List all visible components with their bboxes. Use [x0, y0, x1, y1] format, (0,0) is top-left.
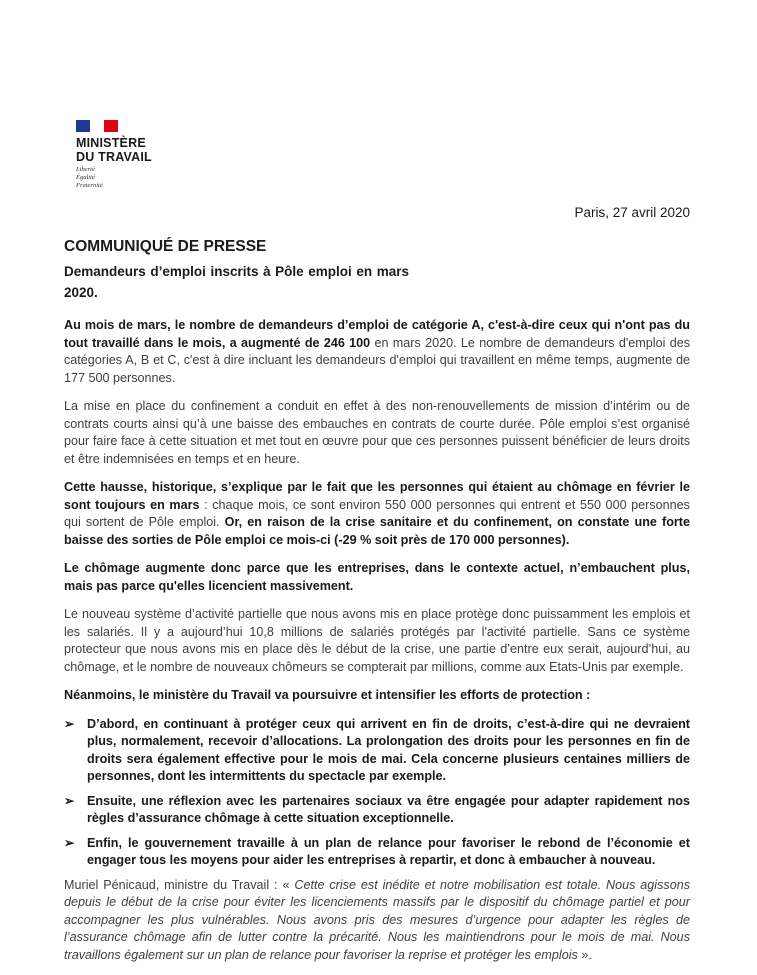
list-item-text: Ensuite, une réflexion avec les partenaires sociaux va être engagée pour adapter rapidement nos règles d’assurance chômage à cette situation exceptionnelle.	[87, 793, 690, 825]
paragraph-5: Le nouveau système d’activité partielle que nous avons mis en place protège donc puissamment les emplois et les salariés. Il y a aujourd’hui 10,8 millions de salariés protégés par l'activité partielle. Sans ce système protecteur que nous avons mis en place dès le début de la crise, une partie d’entre eux serait, aujourd’hui, au chômage, et le nombre de nouveaux chômeurs se compterait par millions, comme aux Etats-Unis par exemple.	[64, 607, 690, 674]
list-item-text: D’abord, en continuant à protéger ceux qui arrivent en fin de droits, c’est-à-dire qui ne devraient plus, normalement, recevoir d’allocations. La prolongation des droits pour les personnes en fin de droits sera également effective pour le mois de mai. Cela concerne plusieurs centaines milliers de personnes, dont les intermittents du spectacle par exemple.	[87, 716, 690, 783]
list-item	[64, 716, 690, 786]
paragraph-3	[64, 479, 690, 549]
ministry-name-line1: MINISTÈRE	[76, 136, 146, 150]
document-date: Paris, 27 avril 2020	[574, 205, 690, 220]
arrow-bullet-icon: ➢	[64, 835, 75, 850]
measures-intro: Néanmoins, le ministère du Travail va poursuivre et intensifier les efforts de protection :	[64, 688, 591, 702]
ministry-name-line2: DU TRAVAIL	[76, 150, 152, 164]
paragraph-1	[64, 317, 690, 387]
list-item-text: Enfin, le gouvernement travaille à un plan de relance pour favoriser le rebond de l’économie et engager tous les moyens pour aider les entreprises à repartir, et donc à embaucher à nouveau.	[87, 835, 690, 867]
minister-quote	[64, 877, 690, 965]
paragraph-4-bold: Le chômage augmente donc parce que les entreprises, dans le contexte actuel, n’embauchent plus, mais pas parce qu'elles licencient massivement.	[64, 561, 690, 593]
document-title: COMMUNIQUÉ DE PRESSE	[64, 238, 267, 255]
paragraph-3-text: : chaque mois, ce sont environ 550 000 personnes qui entrent et 550 000 personnes qui sortent de Pôle emploi.	[64, 497, 690, 529]
republic-motto	[76, 166, 186, 190]
paragraph-4	[64, 560, 690, 595]
paragraph-3-bold-1: Cette hausse, historique, s’explique par le fait que les personnes qui étaient au chômage en février le sont toujours en mars	[64, 480, 690, 512]
ministry-logo	[76, 120, 186, 190]
list-item	[64, 793, 690, 828]
quote-text: Cette crise est inédite et notre mobilisation est totale. Nous agissons depuis le début de la crise pour éviter les licenciements massifs par le dispositif du chômage partiel et pour accompagner les plus vulnérables. Nous avons pris des mesures d’urgence pour adapter les règles de l’assurance chômage afin de lutter contre la précarité. Nous les maintiendrons pour le mois de mai. Nous travaillons également sur un plan de relance pour favoriser la reprise et protéger les emplois	[64, 877, 691, 962]
measures-list	[64, 716, 690, 870]
document-subtitle: Demandeurs d’emploi inscrits à Pôle emploi en mars 2020.	[64, 264, 409, 300]
list-item	[64, 835, 690, 870]
quote-end: ».	[577, 947, 592, 962]
marianne-flag-icon	[76, 120, 118, 132]
quote-speaker: Muriel Pénicaud, ministre du Travail : «	[64, 877, 295, 892]
paragraph-1-text: en mars 2020. Le nombre de demandeurs d'emploi des catégories A, B et C, c'est à dire incluant les demandeurs d'emploi qui travaillent en même temps, augmente de 177 500 personnes.	[64, 335, 690, 385]
paragraph-2: La mise en place du confinement a conduit en effet à des non-renouvellements de mission d’intérim ou de contrats courts ainsi qu’à une baisse des embauches en contrats de courte durée. Pôle emploi s’est organisé pour faire face à cette situation et met tout en œuvre pour que ces personnes puissent bénéficier de leurs droits et être indemnisées en temps et en heure.	[64, 399, 690, 466]
paragraph-1-bold: Au mois de mars, le nombre de demandeurs d’emploi de catégorie A, c'est-à-dire ceux qui n'ont pas du tout travaillé dans le mois, a augmenté de 246 100	[64, 318, 690, 350]
arrow-bullet-icon: ➢	[64, 793, 75, 808]
motto-fraternite: Fraternité	[76, 182, 103, 189]
document-body	[64, 317, 690, 975]
ministry-name	[76, 136, 186, 164]
paragraph-3-bold-2: Or, en raison de la crise sanitaire et du confinement, on constate une forte baisse des sorties de Pôle emploi ce mois-ci (-29 % soit près de 170 000 personnes).	[64, 515, 690, 547]
motto-egalite: Égalité	[76, 174, 95, 181]
motto-liberte: Liberté	[76, 166, 95, 173]
arrow-bullet-icon: ➢	[64, 716, 75, 731]
